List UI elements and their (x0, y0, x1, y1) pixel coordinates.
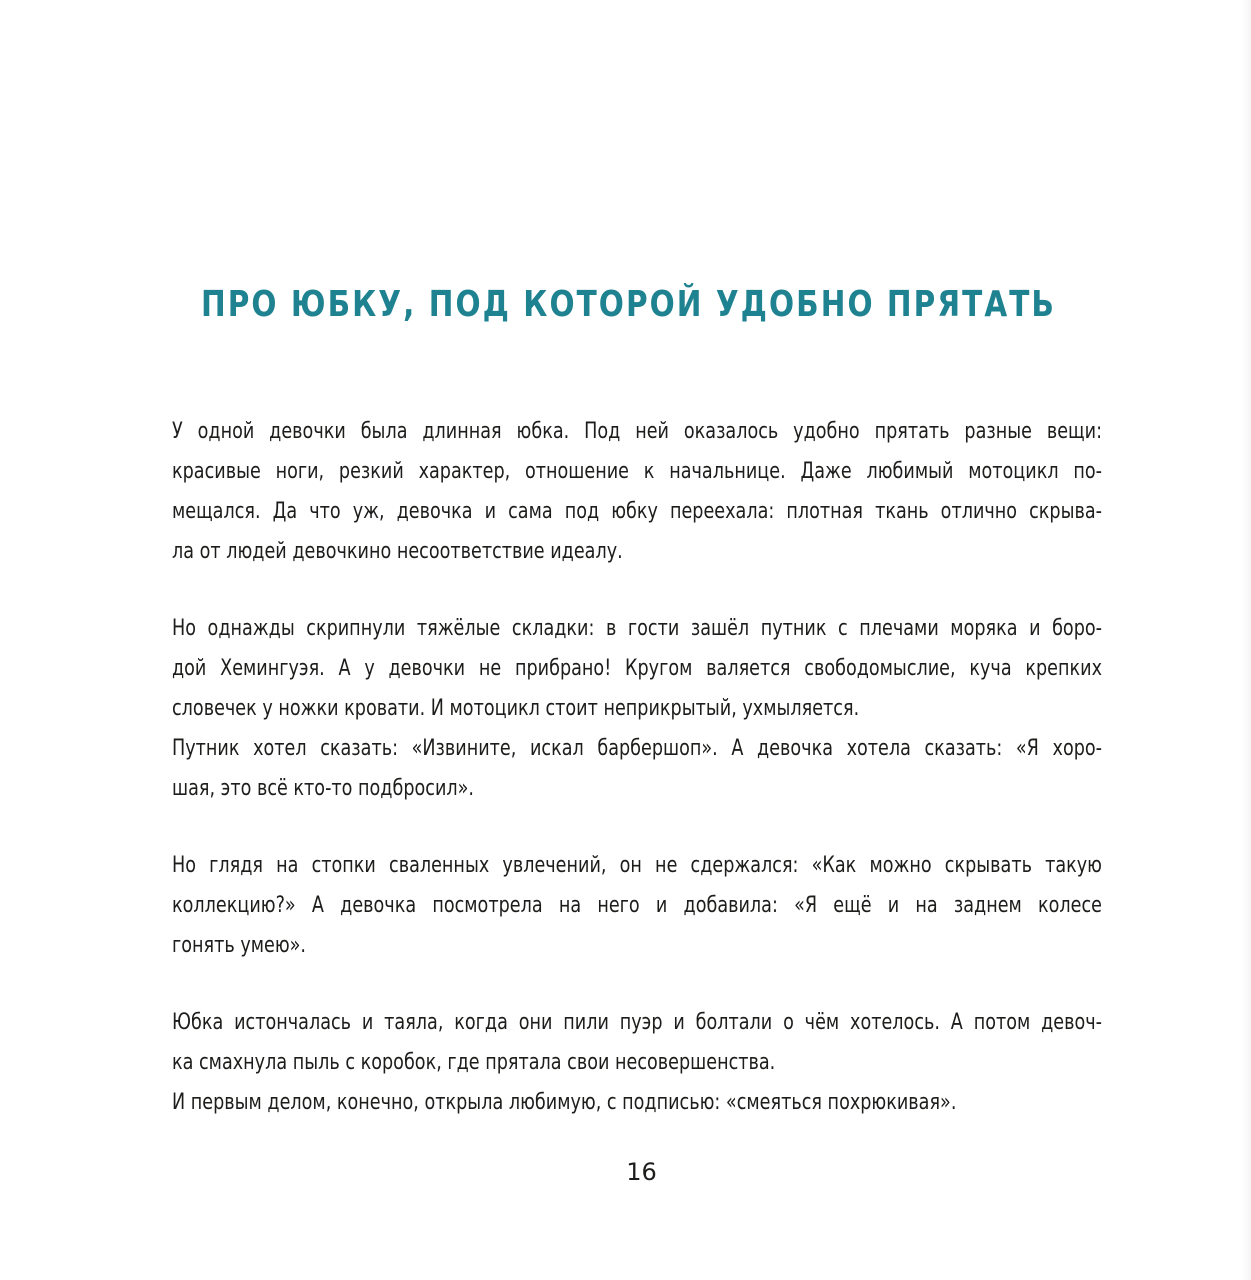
paragraph (172, 609, 1102, 809)
text-line: ла от людей девочкино несоответствие идеалу. (172, 539, 623, 564)
text-line: красивые ноги, резкий характер, отношение к начальнице. Даже любимый мотоцикл по- (172, 459, 1102, 484)
text-line: У одной девочки была длинная юбка. Под ней оказалось удобно прятать разные вещи: (172, 419, 1102, 444)
text-line: Юбка истончалась и таяла, когда они пили пуэр и болтали о чём хотелось. А потом девоч- (172, 1010, 1102, 1035)
text-line: шая, это всё кто-то подбросил». (172, 776, 474, 801)
page-edge-shadow (1241, 0, 1251, 1280)
paragraph (172, 1003, 1102, 1123)
chapter-title: ПРО ЮБКУ, ПОД КОТОРОЙ УДОБНО ПРЯТАТЬ (200, 284, 1056, 325)
story-text (172, 412, 1102, 1160)
paragraph (172, 846, 1102, 966)
text-line: словечек у ножки кровати. И мотоцикл стоит неприкрытый, ухмыляется. (172, 696, 860, 721)
page-number: 16 (626, 1158, 657, 1186)
text-line: И первым делом, конечно, открыла любимую, с подписью: «смеяться похрюкивая». (172, 1090, 957, 1115)
text-line: коллекцию?» А девочка посмотрела на него и добавила: «Я ещё и на заднем колесе (172, 893, 1102, 918)
text-line: Но однажды скрипнули тяжёлые складки: в гости зашёл путник с плечами моряка и боро- (172, 616, 1102, 641)
text-line: Путник хотел сказать: «Извините, искал барбершоп». А девочка хотела сказать: «Я хоро- (172, 736, 1102, 761)
text-line: мещался. Да что уж, девочка и сама под юбку переехала: плотная ткань отлично скрыва- (172, 499, 1102, 524)
text-line: гонять умею». (172, 933, 307, 958)
text-line: ка смахнула пыль с коробок, где прятала свои несовершенства. (172, 1050, 776, 1075)
paragraph (172, 412, 1102, 572)
text-line: Но глядя на стопки сваленных увлечений, он не сдержался: «Как можно скрывать такую (172, 853, 1102, 878)
text-line: дой Хемингуэя. А у девочки не прибрано! Кругом валяется свободомыслие, куча крепких (172, 656, 1102, 681)
